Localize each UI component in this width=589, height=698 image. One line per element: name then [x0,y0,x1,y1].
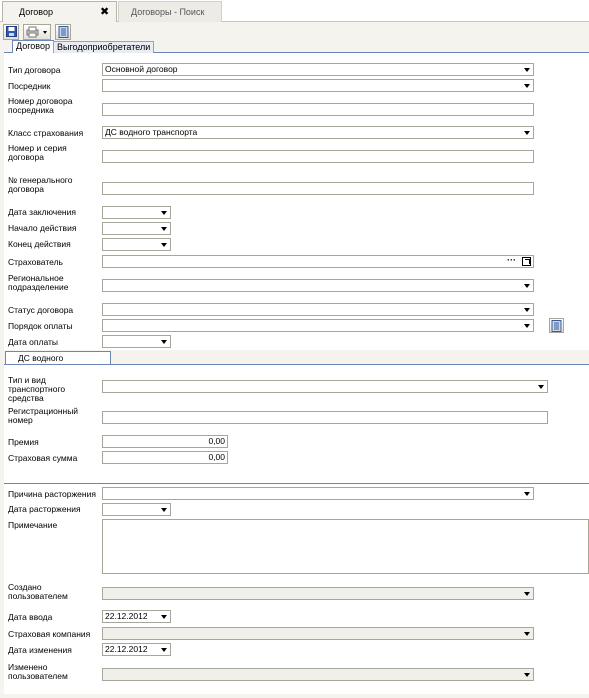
general-contract-input[interactable] [102,182,534,195]
chevron-down-icon [161,340,167,344]
insured-sum-input[interactable] [102,451,228,464]
end-date-label: Конец действия [8,239,71,249]
print-button[interactable] [23,24,51,40]
print-icon [26,26,50,38]
termination-reason-label: Причина расторжения [8,489,96,499]
chevron-down-icon [538,385,544,389]
intermediary-contract-input[interactable] [102,103,534,116]
save-button[interactable] [3,24,19,40]
insurance-class-value: ДС водного транспорта [105,127,198,137]
general-contract-label-2: договора [8,184,44,194]
termination-date-picker[interactable] [102,503,171,516]
termination-date-label: Дата расторжения [8,504,81,514]
contract-type-select[interactable] [102,63,534,76]
created-by-label-2: пользователем [8,591,68,601]
insurer-label: Страхователь [8,257,63,267]
chevron-down-icon [161,243,167,247]
contract-type-label: Тип договора [8,65,61,75]
document-tab-bar [0,0,589,22]
change-date-picker[interactable] [102,643,171,656]
conclusion-date-picker[interactable] [102,206,171,219]
created-by-select [102,587,534,600]
save-icon [6,26,17,37]
reg-number-label-2: номер [8,415,33,425]
chevron-down-icon [161,615,167,619]
chevron-down-icon [524,673,530,677]
tab-contract[interactable] [2,1,117,22]
change-date-value: 22.12.2012 [105,644,148,654]
open-link-icon[interactable] [522,257,531,266]
payment-date-picker[interactable] [102,335,171,348]
document-button[interactable] [55,24,71,40]
vehicle-type-label-1: Тип и вид [8,375,46,385]
intermediary-contract-label-2: посредника [8,105,54,115]
note-label: Примечание [8,520,58,530]
chevron-down-icon [524,308,530,312]
chevron-down-icon [161,211,167,215]
input-date-value: 22.12.2012 [105,611,148,621]
regional-unit-label-2: подразделение [8,282,69,292]
premium-label: Премия [8,437,39,447]
changed-by-select [102,668,534,681]
close-icon[interactable]: ✖ [100,6,110,18]
changed-by-label-2: пользователем [8,671,68,681]
reg-number-input[interactable] [102,411,548,424]
reg-number-label-1: Регистрационный [8,406,79,416]
chevron-down-icon [524,131,530,135]
chevron-down-icon [161,227,167,231]
change-date-label: Дата изменения [8,645,72,655]
intermediary-contract-label-1: Номер договора [8,96,73,106]
document-icon [58,26,69,38]
contract-number-label-2: договора [8,152,44,162]
vehicle-type-select[interactable] [102,380,548,393]
payment-schedule-button[interactable] [549,318,564,333]
chevron-down-icon [524,632,530,636]
insured-sum-label: Страховая сумма [8,453,78,463]
insurance-class-select[interactable] [102,126,534,139]
termination-reason-select[interactable] [102,487,534,500]
regional-unit-select[interactable] [102,279,534,292]
vehicle-type-label-2: транспортного [8,384,66,394]
tab-contract-label: Договор [19,7,53,17]
payment-order-label: Порядок оплаты [8,321,73,331]
premium-input[interactable] [102,435,228,448]
contract-number-input[interactable] [102,150,534,163]
chevron-down-icon [524,492,530,496]
insurer-lookup[interactable] [102,255,534,268]
intermediary-select[interactable] [102,79,534,92]
vehicle-type-label-3: средства [8,393,44,403]
ellipsis-icon[interactable]: ··· [507,255,516,265]
chevron-down-icon [524,84,530,88]
tab-contract-inner[interactable]: Договор [12,40,54,53]
chevron-down-icon [524,592,530,596]
toolbar [0,22,589,42]
tab-water-transport[interactable]: ДС водного [5,351,111,364]
end-date-picker[interactable] [102,238,171,251]
conclusion-date-label: Дата заключения [8,207,76,217]
general-contract-label-1: № генерального [8,175,73,185]
insured-sum-value: 0,00 [208,452,225,462]
note-textarea[interactable] [102,519,589,574]
contract-number-label-1: Номер и серия [8,143,67,153]
premium-value: 0,00 [208,436,225,446]
chevron-down-icon [524,284,530,288]
contract-status-label: Статус договора [8,305,74,315]
chevron-down-icon [161,508,167,512]
tab-contracts-search[interactable] [118,1,222,22]
tab-beneficiaries[interactable]: Выгодоприобретатели [53,41,154,53]
start-date-picker[interactable] [102,222,171,235]
chevron-down-icon [524,324,530,328]
regional-unit-label-1: Региональное [8,273,64,283]
changed-by-label-1: Изменено [8,662,48,672]
document-icon [551,320,562,332]
chevron-down-icon [524,68,530,72]
input-date-label: Дата ввода [8,612,53,622]
input-date-picker[interactable] [102,610,171,623]
contract-status-select[interactable] [102,303,534,316]
chevron-down-icon [161,648,167,652]
payment-order-select[interactable] [102,319,534,332]
payment-date-label: Дата оплаты [8,337,59,347]
intermediary-label: Посредник [8,81,51,91]
insurance-company-label: Страховая компания [8,629,91,639]
start-date-label: Начало действия [8,223,77,233]
contract-type-value: Основной договор [105,64,178,74]
insurance-company-select [102,627,534,640]
created-by-label-1: Создано [8,582,42,592]
insurance-class-label: Класс страхования [8,128,84,138]
tab-contracts-search-label: Договоры - Поиск [131,7,205,17]
